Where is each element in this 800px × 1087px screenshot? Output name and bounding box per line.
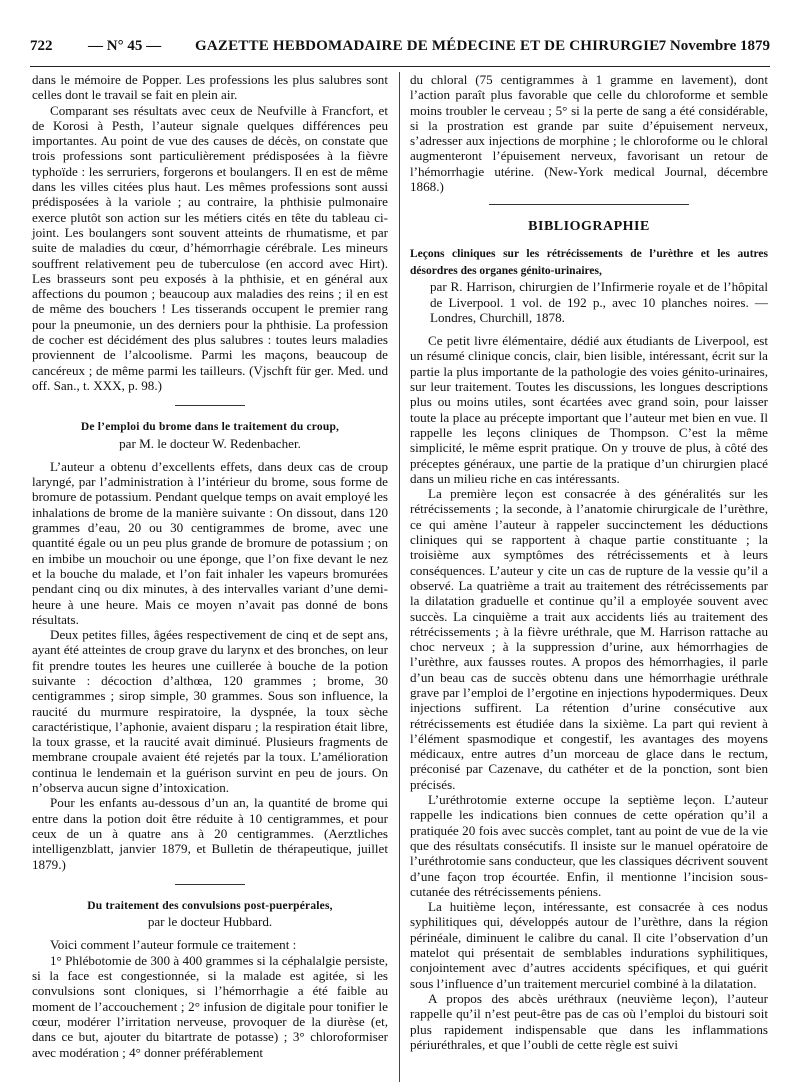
paragraph: Deux petites filles, âgées respectivement de cinq et de sept ans, ayant été atteintes de croup grave du larynx et des bronches, on leur fit prendre toutes les heures une cuillerée à bouche de la potion suivante : décoction d’althœa, 120 grammes ; brome, 30 centigrammes ; sirop simple, 30 grammes. Sous son influence, la raucité du murmure respiratoire, la dyspnée, la toux sèche caractéristique, l’aphonie, avaient disparu ; la respiration était libre, la toux grasse, et la raucité avait diminué. Plusieurs fragments de membrane croupale avaient été rejetés par la toux. L’amélioration continua le lendemain et la guérison survint en peu de jours. On n’observa aucun signe d’intoxication. (32, 627, 388, 796)
issue-date: 7 Novembre 1879 (658, 38, 770, 54)
paragraph: Pour les enfants au-dessous d’un an, la quantité de brome qui entre dans la potion doit être réduite à 10 centigrammes, et pour ceux de un à quatre ans à 20 centigrammes. (Aerztliches intelligenzblatt, janvier 1879, et Bulletin de thérapeutique, juillet 1879.) (32, 795, 388, 872)
left-column (32, 72, 388, 1060)
paragraph: La huitième leçon, intéressante, est consacrée à ces nodus syphilitiques qui, développés autour de l’urèthre, dans la région périnéale, diminuent le calibre du canal. Il cite l’observation d’un matelot qui présentait de semblables indurations syphilitiques, conjointement avec d’autres accidents spécifiques, et qui guérit sous l’influence d’un traitement mercuriel combiné à la dilatation. (410, 899, 768, 991)
header-rule (30, 66, 770, 67)
article-separator (175, 405, 245, 406)
book-title: Leçons cliniques sur les rétrécissements de l’urèthre et les autres désordres des organes génito-urinaires, (410, 247, 768, 277)
section-separator (489, 204, 689, 205)
right-column (410, 72, 768, 1052)
paragraph: La première leçon est consacrée à des généralités sur les rétrécissements ; la seconde, à l’anatomie chirurgicale de l’urèthre, ce qui amène l’auteur à rappeler succinctement les déductions cliniques qui se rapportent à chaque partie constituante ; la troisième aux symptômes des rétrécissements et à leurs conséquences. L’auteur y cite un cas de rupture de la vessie qu’il a observé. La quatrième a trait au traitement des rétrécissements par la dilatation graduelle et continue qu’il a employée souvent avec succès. La cinquième a trait aux accidents liés au traitement des rétrécissements ; à la fièvre uréthrale, que M. Harrison rattache au choc nerveux ; à la suppression d’urine, aux hémorrhagies de l’urèthre, aux fausses routes. A propos des hémorrhagies, il parle d’un beau cas de succès obtenu dans une hémorrhagie uréthrale grave par l’emploi de l’ergotine en injections hypodermiques. Deux injections suffirent. La rétention d’urine consécutive aux rétrécissements est étudiée dans la sixième. La part qui revient à l’élément spasmodique et congestif, les avantages des moyens médicaux, entre autres d’un morceau de glace dans le rectum, préconisé par Cazenave, du cathéter et de la ponction, sont bien précisés. (410, 486, 768, 792)
article-author: par M. le docteur W. Redenbacher. (119, 435, 301, 451)
page-number: 722 (30, 38, 53, 54)
article-separator (175, 884, 245, 885)
article-author: par le docteur Hubbard. (147, 914, 273, 930)
paragraph: A propos des abcès uréthraux (neuvième leçon), l’auteur rappelle qu’il n’est peut-être pas de cas où l’emploi du bistouri soit plus rapidement indispensable que dans les inflammations périuréthrales, et que l’oubli de cette règle est suivi (410, 990, 768, 1052)
paragraph: Comparant ses résultats avec ceux de Neufville à Francfort, et de Korosi à Pesth, l’auteur signale quelques différences peu importantes. Au point de vue des causes de décès, on constate que trois professions sont particulièrement prédisposées à la fièvre typhoïde : les serruriers, forgerons et boulangers. Il en est de même dans les villes citées plus haut. Les mêmes professions sont aussi prédisposées à la variole ; au contraire, la phthisie pulmonaire exerce plutôt son action sur les métiers cités en tête du tableau ci-joint. Les boulangers sont souvent atteints de rhumatisme, et par suite de maladies du cœur, d’hémorrhagie cérébrale. Les mineurs souffrent relativement peu de tuberculose (en accord avec Hirt). Les brasseurs sont peu exposés à la phthisie, et en général aux affections du poumon ; beaucoup aux maladies des reins ; il en est de même des bouchers ! Les tisserands occupent le premier rang pour la pneumonie, un des derniers pour la phthisie. La profession de cocher est décidément des plus salubres : toutes leurs maladies proviennent de l’alcoolisme. Parmi les maçons, beaucoup de cancéreux ; de même parmi les tailleurs. (Vjschft für ger. Med. und off. San., t. XXX, p. 98.) (32, 102, 388, 393)
section-heading: BIBLIOGRAPHIE (528, 219, 650, 235)
paragraph: Voici comment l’auteur formule ce traitement : (50, 937, 297, 953)
paragraph: Ce petit livre élémentaire, dédié aux étudiants de Liverpool, est un résumé clinique concis, clair, bien lisible, intéressant, écrit sur la partie la plus importante de la pathologie des voies génito-urinaires, sur leur traitement. Toutes les discussions, les longues descriptions plus ou moins utiles, sont écartées avec grand soin, pour laisser toute la place au précepte important que l’auteur met bien en vue. Il rappelle les leçons cliniques de Thompson. C’est la même simplicité, le même esprit pratique. On y trouve de plus, à côté des préceptes généraux, une partie de la pratique d’un chirurgien placé dans un milieu riche en cas intéressants. (410, 333, 768, 486)
paragraph: 1° Phlébotomie de 300 à 400 grammes si la céphalalgie persiste, si la face est congestionnée, si la malade est agitée, si les convulsions sont cloniques, si l’hémorrhagie a été faible au moment de l’accouchement ; 2° infusion de digitale pour tonifier le cœur, modérer l’irritation nerveuse, provoquer de la diurèse (et, dans ce but, ajouter du bitartrate de potasse) ; 3° chloroformiser avec modération ; 4° donner préférablement (32, 952, 388, 1060)
journal-title: GAZETTE HEBDOMADAIRE DE MÉDECINE ET DE CHIRURGIE (195, 38, 660, 54)
column-divider (399, 72, 400, 1082)
paragraph: L’uréthrotomie externe occupe la septième leçon. L’auteur rappelle les indications bien connues de cette opération qu’il a pratiquée 20 fois avec succès complet, tant au point de vue de la vie que des résultats consécutifs. Il insiste sur le manuel opératoire de l’uréthrotomie sans conducteur, que les classiques décrivent souvent d’une façon trop écourtée. Enfin, il mentionne l’incision sous-cutanée des rétrécissements péniens. (410, 792, 768, 899)
article-title: De l’emploi du brome dans le traitement du croup, (80, 421, 340, 434)
paragraph: du chloral (75 centigrammes à 1 gramme en lavement), dont l’action paraît plus favorable que celle du chloroforme et semble moins troubler le cerveau ; 5° si la perte de sang a été considérable, si la prostration est grande par suite d’épuisement nerveux, s’adresser aux injections de morphine ; le chloroforme ou le chloral augmenteront l’épuisement nerveux, favorisant un retour de l’hémorrhagie utérine. (New-York medical Journal, décembre 1868.) (410, 72, 768, 195)
issue-number: — N° 45 — (88, 38, 162, 54)
book-reference (410, 245, 768, 325)
page-header (30, 38, 770, 60)
article-title: Du traitement des convulsions post-puerpérales, (87, 899, 333, 912)
paragraph: L’auteur a obtenu d’excellents effets, dans deux cas de croup laryngé, par l’administration à l’intérieur du brome, sous forme de bromure de potassium. Pendant quelque temps on avait employé les inhalations de brome de la manière suivante : On dissout, dans 120 grammes d’eau, 20 ou 30 centigrammes de brome, avec une quantité égale ou un peu plus grande de bromure de potassium ; on en imbibe un mouchoir ou une éponge, que l’on fixe devant le nez et la bouche du malade, et l’on fait inhaler les vapeurs bromurées pendant cinq ou dix minutes, à des intervalles variant d’une demi-heure à une heure. Mais ce moyen n’avait pas donné de bons résultats. (32, 458, 388, 627)
book-details: par R. Harrison, chirurgien de l’Infirmerie royale et de l’hôpital de Liverpool. 1 vol. de 192 p., avec 10 planches noires. — Londres, Churchill, 1878. (430, 279, 768, 325)
paragraph: dans le mémoire de Popper. Les professions les plus salubres sont celles dont le travail se fait en plein air. (32, 72, 388, 103)
